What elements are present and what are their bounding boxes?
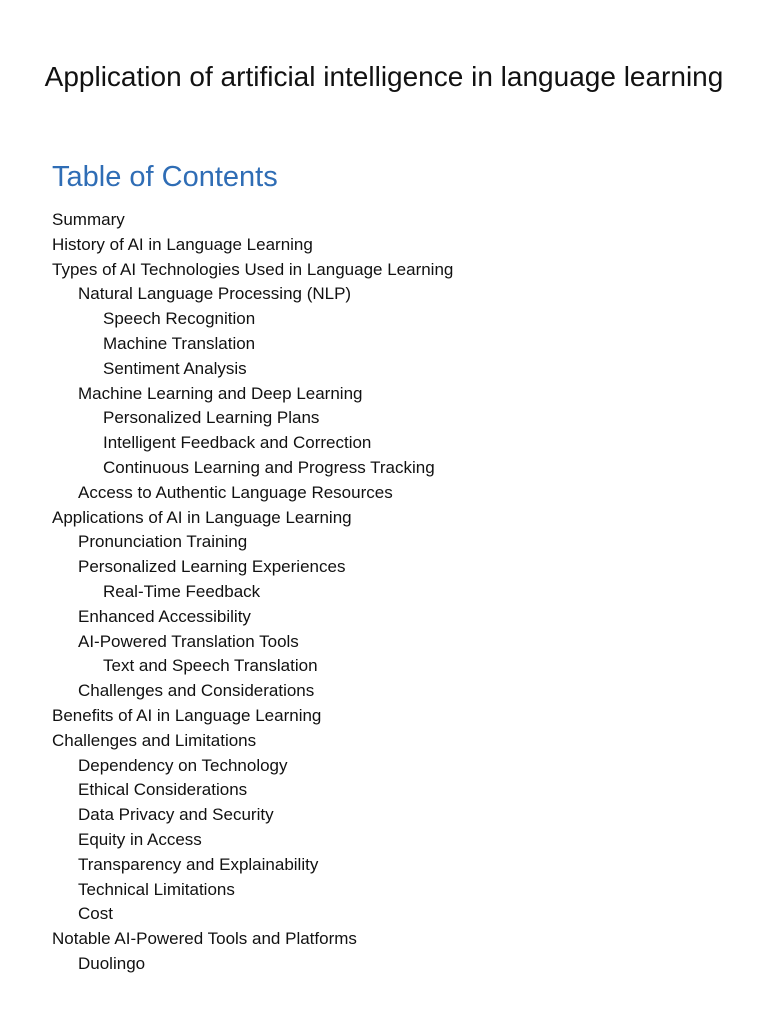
toc-entry[interactable]: Applications of AI in Language Learning [52,507,352,527]
toc-entry[interactable]: Notable AI-Powered Tools and Platforms [52,929,357,949]
toc-entry[interactable]: Text and Speech Translation [103,656,318,676]
toc-entry[interactable]: Pronunciation Training [78,532,248,552]
toc-entry[interactable]: Data Privacy and Security [78,805,274,825]
document-title: Application of artificial intelligence in language learning [44,61,724,92]
toc-entry[interactable]: AI-Powered Translation Tools [78,631,299,651]
toc-entry[interactable]: Speech Recognition [103,309,256,329]
toc-entry[interactable]: Equity in Access [78,829,202,849]
toc-entry[interactable]: Access to Authentic Language Resources [78,482,393,502]
toc-entry[interactable]: Intelligent Feedback and Correction [103,433,372,453]
toc-entry[interactable]: Enhanced Accessibility [78,606,251,626]
toc-entry[interactable]: Summary [52,210,125,229]
toc-entry[interactable]: Duolingo [78,953,146,973]
toc-entry[interactable]: History of AI in Language Learning [52,234,313,254]
toc-entry[interactable]: Natural Language Processing (NLP) [78,284,352,304]
toc-entry[interactable]: Ethical Considerations [78,780,248,800]
toc-entry[interactable]: Types of AI Technologies Used in Language Learning [52,259,454,279]
toc-entry[interactable]: Personalized Learning Plans [103,408,320,428]
toc-entry[interactable]: Machine Learning and Deep Learning [78,383,363,403]
toc-heading: Table of Contents [52,161,278,193]
toc-entry[interactable]: Transparency and Explainability [78,854,319,874]
toc-entry[interactable]: Technical Limitations [78,879,235,899]
toc-entry[interactable]: Real-Time Feedback [103,581,261,601]
toc-entry[interactable]: Challenges and Limitations [52,730,257,750]
toc-entry[interactable]: Machine Translation [103,333,256,353]
toc-entry[interactable]: Continuous Learning and Progress Tracking [103,457,435,477]
toc-entry[interactable]: Personalized Learning Experiences [78,557,346,577]
toc-entry[interactable]: Sentiment Analysis [103,358,247,378]
table-of-contents [52,208,453,977]
toc-entry[interactable]: Benefits of AI in Language Learning [52,705,322,725]
toc-entry[interactable]: Cost [78,904,113,924]
toc-entry[interactable]: Challenges and Considerations [78,681,315,701]
toc-entry[interactable]: Dependency on Technology [78,755,288,775]
